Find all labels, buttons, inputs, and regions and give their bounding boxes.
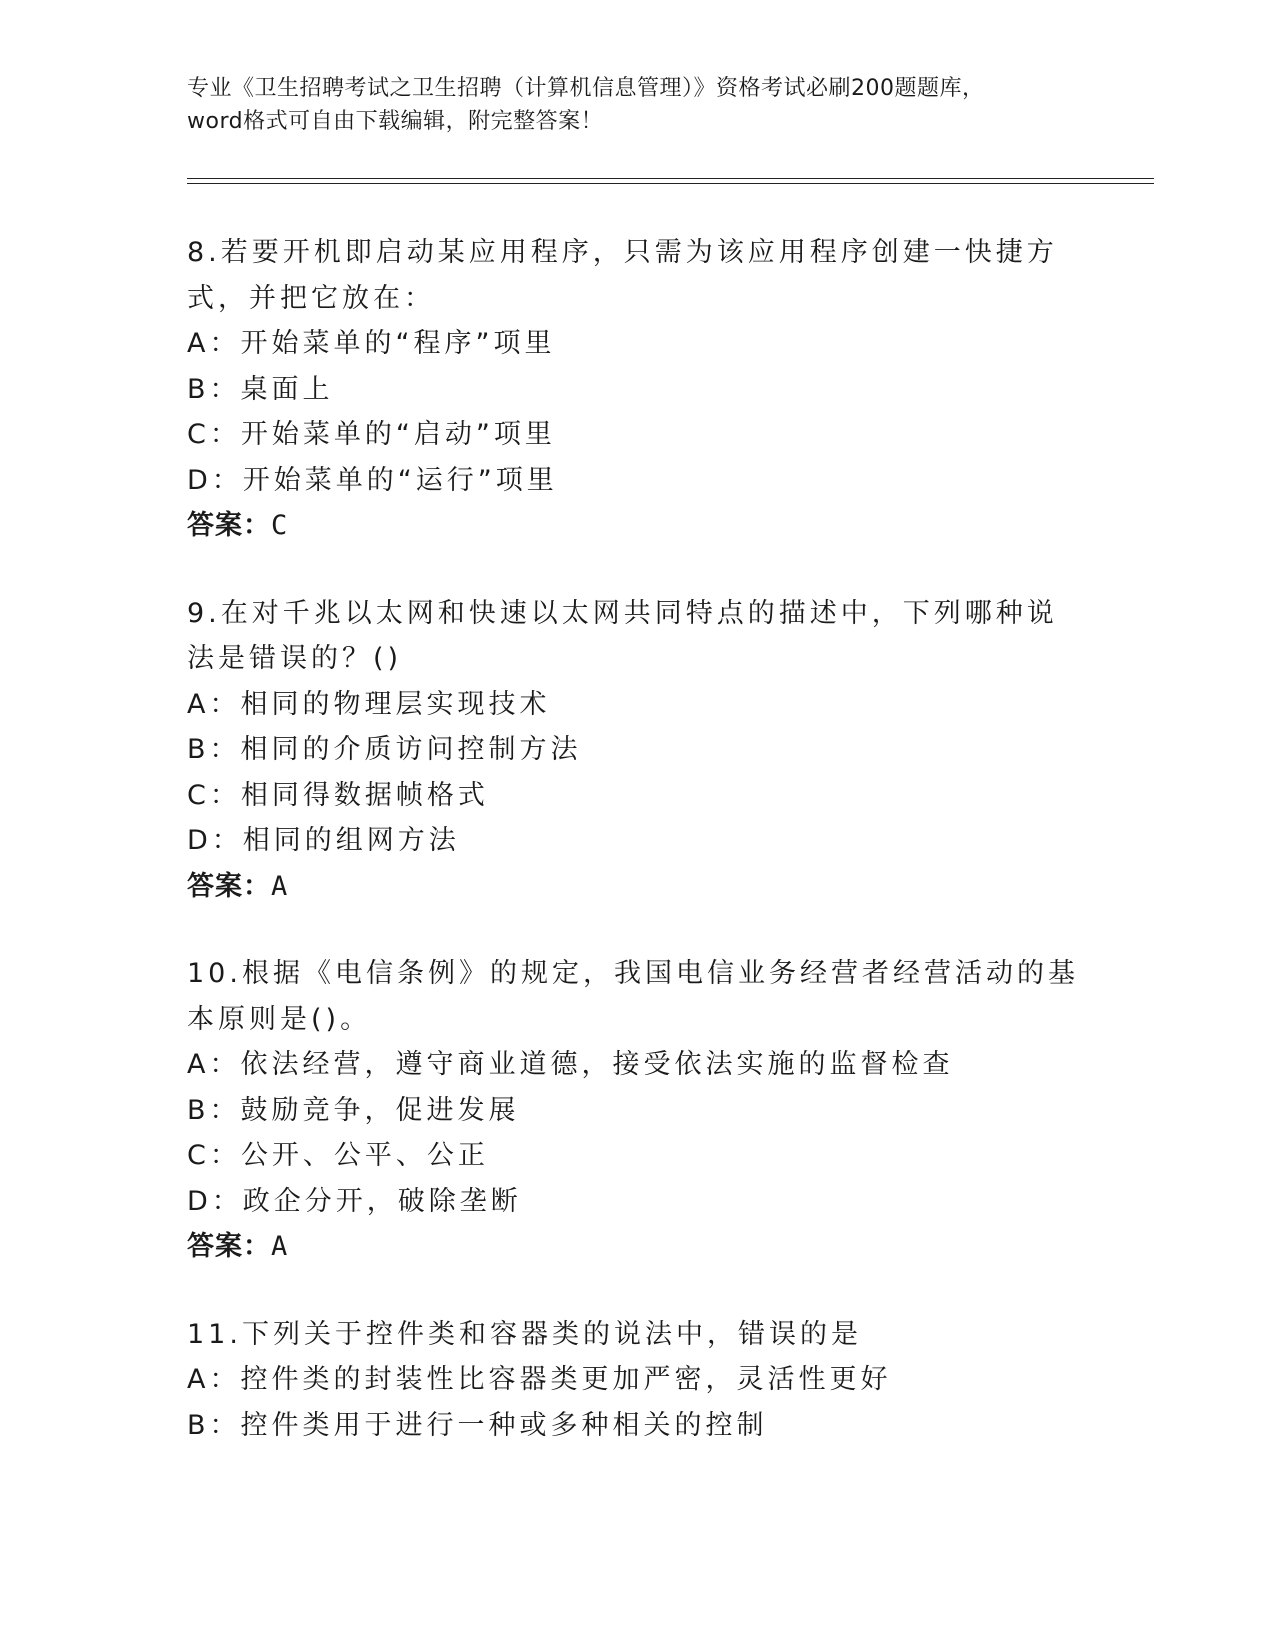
question-text: 10.根据《电信条例》的规定，我国电信业务经营者经营活动的基本原则是()。 [187,958,1079,1035]
answer-value: A [271,870,289,902]
question-8 [187,230,1087,549]
answer-value: C [271,510,289,541]
option-a: A：控件类的封装性比容器类更加严密，灵活性更好 [187,1364,892,1395]
option-b: B：鼓励竞争，促进发展 [187,1094,520,1126]
question-list [187,230,1087,1490]
header-line-2: word格式可自由下载编辑，附完整答案！ [187,109,604,134]
answer-value: A [271,1231,289,1262]
answer [187,1224,1087,1270]
answer-label: 答案： [187,510,271,541]
answer [187,864,1087,910]
document-header [187,72,1087,138]
option-d: D：相同的组网方法 [187,825,460,856]
question-text: 9.在对千兆以太网和快速以太网共同特点的描述中，下列哪种说法是错误的？() [187,597,1058,674]
option-a: A：依法经营，遵守商业道德，接受依法实施的监督检查 [187,1049,954,1080]
option-c: C：开始菜单的“启动”项里 [187,419,556,450]
option-b: B：桌面上 [187,373,334,405]
header-divider [187,178,1154,184]
header-line-1: 专业《卫生招聘考试之卫生招聘（计算机信息管理）》资格考试必刷200题题库， [187,76,985,101]
answer-label: 答案： [187,870,271,902]
option-b: B：控件类用于进行一种或多种相关的控制 [187,1409,768,1441]
option-d: D：开始菜单的“运行”项里 [187,464,558,496]
question-11 [187,1312,1087,1449]
question-9 [187,591,1087,910]
answer-label: 答案： [187,1231,271,1262]
option-a: A：相同的物理层实现技术 [187,688,551,720]
question-10 [187,951,1087,1270]
question-text: 8.若要开机即启动某应用程序，只需为该应用程序创建一快捷方式，并把它放在： [187,237,1058,314]
option-a: A：开始菜单的“程序”项里 [187,328,556,359]
option-c: C：相同得数据帧格式 [187,779,489,811]
answer [187,503,1087,549]
option-c: C：公开、公平、公正 [187,1140,489,1171]
option-b: B：相同的介质访问控制方法 [187,734,582,765]
question-text: 11.下列关于控件类和容器类的说法中，错误的是 [187,1318,862,1350]
option-d: D：政企分开，破除垄断 [187,1185,522,1217]
